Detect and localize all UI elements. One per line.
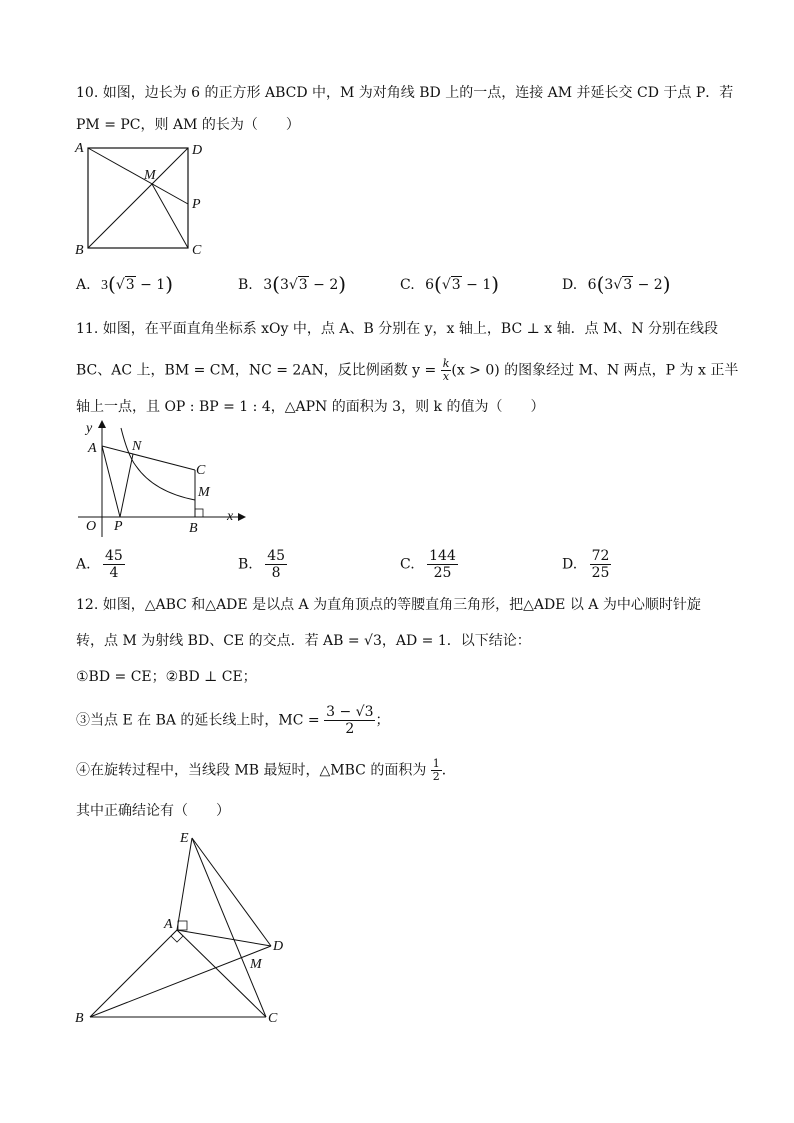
segment-ap <box>102 446 120 517</box>
option-coef: 3 <box>101 278 109 293</box>
q10-stem-line2: PM = PC，则 AM 的长为（ ） <box>76 117 300 133</box>
option-tail: − 1 <box>140 277 166 293</box>
q11-k-over-x: $\frac{k}{x}$ <box>442 357 450 383</box>
option-fraction: $\frac{45}{8}$ <box>267 548 286 581</box>
q12-c4-text: ④在旋转过程中，当线段 MB 最短时，△MBC 的面积为 <box>76 762 431 779</box>
q10-option-b[interactable]: B. 3(3√3 − 2) <box>238 272 347 296</box>
q11-option-b[interactable] <box>238 548 287 581</box>
line-ap <box>88 148 188 204</box>
q10-figure <box>70 136 220 261</box>
option-key: A. <box>76 277 91 293</box>
q11-option-a[interactable] <box>76 548 125 581</box>
option-key: C. <box>400 556 415 573</box>
label-d: D <box>192 143 203 158</box>
right-angle-bac <box>171 930 183 942</box>
label-b: B <box>75 1011 84 1026</box>
option-coef: 6 <box>587 277 597 293</box>
diagonal-bd <box>88 148 188 248</box>
label-p: P <box>114 519 123 534</box>
option-key: D. <box>562 277 578 293</box>
option-radicand: 3 <box>623 277 633 293</box>
label-b: B <box>75 243 84 258</box>
q10-option-d[interactable]: D. 6(3√3 − 2) <box>562 272 671 296</box>
label-d: D <box>273 939 284 954</box>
segment-bd <box>90 946 271 1017</box>
q11-figure <box>74 416 254 540</box>
q11-line2-part-b: (x > 0) 的图象经过 M、N 两点，P 为 x 正半 <box>451 362 739 379</box>
q11-stem-line1: 11. 如图，在平面直角坐标系 xOy 中，点 A、B 分别在 y，x 轴上，BC ⊥ x 轴．点 M、N 分别在线段 <box>76 321 719 337</box>
q12-figure <box>70 826 300 1032</box>
q12-c3-text: ③当点 E 在 BA 的延长线上时，MC = <box>76 712 325 729</box>
option-inner-coef: 3 <box>279 277 289 293</box>
label-c: C <box>268 1011 278 1026</box>
option-radicand: 3 <box>125 277 135 293</box>
label-a: A <box>88 441 97 456</box>
q11-stem-line2 <box>76 358 738 383</box>
option-tail: − 2 <box>313 277 339 293</box>
label-e: E <box>180 831 189 846</box>
q10-stem-line1: 10. 如图，边长为 6 的正方形 ABCD 中，M 为对角线 BD 上的一点，连接 AM 并延长交 CD 于点 P．若 <box>76 85 734 101</box>
right-angle-ead <box>178 921 187 930</box>
label-n: N <box>132 439 142 454</box>
option-fraction: $\frac{144}{25}$ <box>429 548 456 581</box>
segment-ab <box>90 930 177 1017</box>
label-p: P <box>192 197 201 212</box>
option-key: C. <box>400 277 415 293</box>
option-inner-coef: 3 <box>604 277 614 293</box>
q11-option-c[interactable] <box>400 548 458 581</box>
option-fraction: $\frac{45}{4}$ <box>105 548 123 581</box>
q12-c4-end: ． <box>441 762 456 779</box>
option-key: A. <box>76 556 91 573</box>
q12-c3-end: ； <box>375 712 390 729</box>
option-key: B. <box>238 556 253 573</box>
option-coef: 6 <box>425 277 435 293</box>
q10-option-c[interactable]: C. 6(√3 − 1) <box>400 272 500 296</box>
label-m: M <box>198 485 210 500</box>
y-axis-arrow <box>98 420 106 428</box>
q12-c4-fraction: $\frac{1}{2}$ <box>432 757 440 783</box>
segment-ec <box>192 838 266 1017</box>
label-c: C <box>192 243 202 258</box>
label-a: A <box>164 917 173 932</box>
segment-ac <box>102 446 195 470</box>
option-radicand: 3 <box>451 277 461 293</box>
q12-c3-fraction: $\frac{3 - √3}{2}$ <box>326 704 374 737</box>
option-coef: 3 <box>263 277 273 293</box>
q11-option-d[interactable] <box>562 548 611 581</box>
q12-stem-line2: 转，点 M 为射线 BD、CE 的交点．若 AB = √3，AD = 1．以下结论： <box>76 633 531 649</box>
option-tail: − 2 <box>637 277 663 293</box>
label-o: O <box>86 519 97 534</box>
q10-option-a[interactable]: A. 3(√3 − 1) <box>76 272 174 296</box>
option-tail: − 1 <box>466 277 492 293</box>
option-radicand: 3 <box>298 277 308 293</box>
label-b: B <box>189 521 198 536</box>
segment-ed <box>192 838 271 946</box>
label-m: M <box>144 168 156 183</box>
segment-ea <box>177 838 192 930</box>
q12-stem-line1: 12. 如图，△ABC 和△ADE 是以点 A 为直角顶点的等腰直角三角形，把△ADE 以 A 为中心顺时针旋 <box>76 597 701 613</box>
label-y: y <box>86 421 93 436</box>
label-m: M <box>250 957 262 972</box>
q11-stem-line3: 轴上一点，且 OP : BP = 1 : 4，△APN 的面积为 3，则 k 的值为（ ） <box>76 399 545 415</box>
q12-conclusion-1-2: ①BD = CE；②BD ⊥ CE； <box>76 669 257 685</box>
label-c: C <box>196 463 206 478</box>
label-a: A <box>75 141 84 156</box>
right-angle-b <box>195 509 203 517</box>
q11-line2-part-a: BC、AC 上，BM = CM，NC = 2AN，反比例函数 y = <box>76 362 441 379</box>
label-x: x <box>227 509 234 524</box>
segment-pn <box>120 454 133 517</box>
x-axis-arrow <box>238 513 246 521</box>
q12-conclusion-4 <box>76 758 456 783</box>
option-fraction: $\frac{72}{25}$ <box>591 548 610 581</box>
q12-prompt: 其中正确结论有（ ） <box>76 803 230 819</box>
option-key: D. <box>562 556 578 573</box>
option-key: B. <box>238 277 253 293</box>
q12-conclusion-3 <box>76 704 389 737</box>
